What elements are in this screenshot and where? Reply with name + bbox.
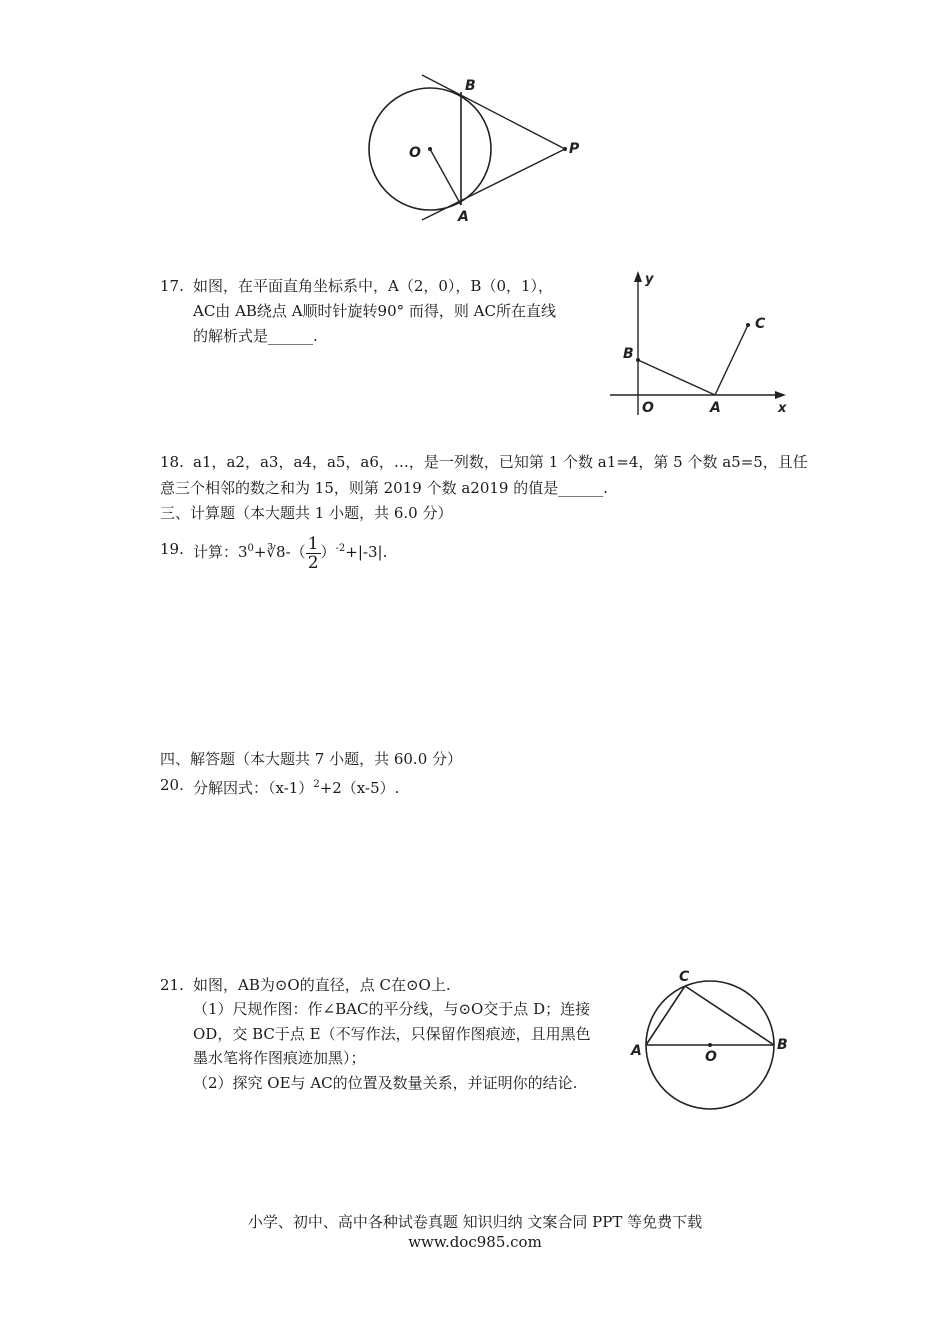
q20-prefix: 分解因式：（x-1）	[193, 779, 314, 797]
q19-exp0: 0	[247, 543, 254, 554]
axis-y-label: y	[645, 272, 654, 287]
label-c: C	[755, 316, 766, 332]
footer-line1: 小学、初中、高中各种试卷真题 知识归纳 文案合同 PPT 等免费下载	[247, 1213, 703, 1231]
q19-frac-den: 2	[307, 552, 319, 573]
q21-number: 21.	[160, 976, 184, 994]
q17-line1: 如图，在平面直角坐标系中，A（2，0），B（0，1），	[193, 277, 554, 295]
q19-frac-num: 1	[307, 533, 319, 554]
q19-fraction	[306, 535, 321, 572]
q18-line1: a1，a2，a3，a4，a5，a6，…，是一列数，已知第 1 个数 a1=4，第 5 个数 a5=5，且任	[193, 453, 808, 471]
q20-expression	[193, 774, 399, 799]
q21-line5: （2）探究 OE与 AC的位置及数量关系，并证明你的结论.	[193, 1074, 578, 1092]
q21-line1: 如图，AB为⊙O的直径，点 C在⊙O上.	[193, 976, 451, 994]
q18-number: 18.	[160, 453, 184, 471]
q19-number: 19.	[160, 540, 184, 558]
label-a: A	[710, 400, 721, 416]
q19-close: ）	[320, 543, 336, 561]
q21-line4: 墨水笔将作图痕迹加黑）；	[193, 1049, 366, 1067]
q20-exp: 2	[313, 779, 320, 790]
q19-plus: +	[253, 543, 267, 561]
q17-line3: 的解析式是______.	[193, 327, 318, 345]
q19-exp-neg2: -2	[335, 543, 346, 554]
label-c: C	[679, 969, 690, 985]
label-o: O	[642, 400, 654, 416]
q19-minus: -（	[285, 543, 306, 561]
coordinate-figure	[600, 265, 795, 425]
circle-tangent-figure	[360, 65, 590, 235]
axis-x-label: x	[778, 401, 787, 416]
q19-expression	[193, 530, 387, 572]
label-a: A	[631, 1043, 642, 1059]
label-p: P	[569, 141, 580, 157]
footer-url: www.doc985.com	[408, 1233, 542, 1251]
label-b: B	[777, 1037, 788, 1053]
label-o: O	[409, 145, 421, 161]
q17-number: 17.	[160, 277, 184, 295]
label-a: A	[458, 209, 469, 225]
label-o: O	[705, 1049, 717, 1065]
q17-line2: AC由 AB绕点 A顺时针旋转90° 而得，则 AC所在直线	[193, 302, 556, 320]
section-heading: 三、计算题（本大题共 1 小题，共 6.0 分）	[160, 504, 453, 522]
q19-prefix: 计算：3	[193, 543, 248, 561]
q20-tail: +2（x-5）.	[319, 779, 400, 797]
q19-root: ∛8	[266, 543, 286, 561]
q20-number: 20.	[160, 776, 184, 794]
circle-diameter-figure	[625, 965, 800, 1115]
label-b: B	[465, 78, 476, 94]
label-b: B	[623, 346, 634, 362]
q21-line3: OD，交 BC于点 E（不写作法，只保留作图痕迹，且用黑色	[193, 1025, 591, 1043]
q19-tail: +|-3|.	[345, 543, 388, 561]
section-heading: 四、解答题（本大题共 7 小题，共 60.0 分）	[160, 750, 463, 768]
q21-line2: （1）尺规作图：作∠BAC的平分线，与⊙O交于点 D；连接	[193, 1000, 591, 1018]
q18-line2: 意三个相邻的数之和为 15，则第 2019 个数 a2019 的值是______.	[160, 479, 608, 497]
